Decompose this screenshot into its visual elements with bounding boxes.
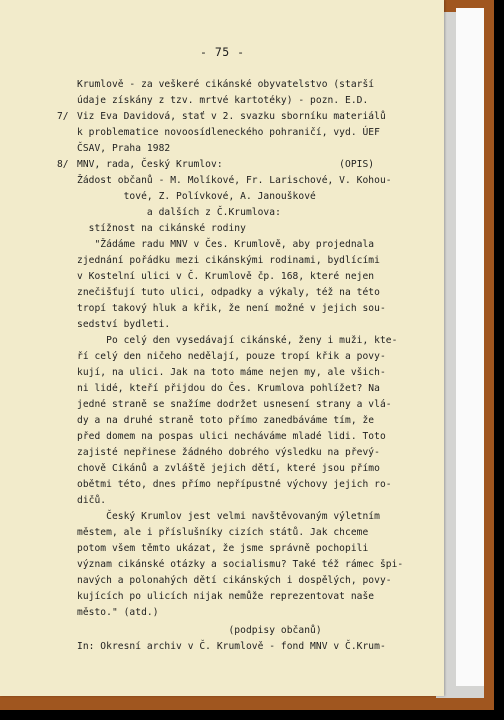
petition-body-line: chově Cikánů a zvláště jejich dětí, které jsou přímo	[77, 463, 380, 474]
petition-body-line: ří celý den ničeho nedělají, pouze tropí křik a povy-	[77, 351, 386, 362]
petition-body-line: Po celý den vysedávají cikánské, ženy i muži, kte-	[77, 335, 398, 346]
petition-body-line: jedné straně se snažíme dodržet usnesení strany a vlá-	[77, 399, 392, 410]
footnote-marker: 8/	[57, 159, 69, 170]
petition-body-line: kujících po ulicích nijak nemůže reprezentovat naše	[77, 591, 375, 602]
petition-body-line: sedství bydleti.	[77, 319, 171, 330]
petition-body-line: město." (atd.)	[77, 607, 159, 618]
petition-body-line: navých a polonahých dětí cikánských i dospělých, povy-	[77, 575, 392, 586]
petition-body-line: před domem na pospas ulici necháváme mladé lidi. Toto	[77, 431, 386, 442]
footnote-line: ČSAV, Praha 1982	[77, 143, 171, 154]
petition-body-line: Český Krumlov jest velmi navštěvovaným výletním	[77, 511, 380, 522]
footnote-line: k problematice novoosídleneckého pohraničí, vyd. ÚEF	[77, 127, 380, 138]
petition-body-line: potom všem těmto ukázat, že jsme správně pochopili	[77, 543, 369, 554]
petition-body-line: ni lidé, kteří přijdou do Čes. Krumlova pohlížet? Na	[77, 383, 380, 394]
petition-body-line: tropí takový hluk a křik, že není možné v jejich sou-	[77, 303, 386, 314]
footnote-line: MNV, rada, Český Krumlov: (OPIS)	[77, 159, 375, 170]
signatures-note: (podpisy občanů)	[77, 625, 322, 637]
petition-header-line: tové, Z. Polívkové, A. Janouškové	[77, 191, 316, 202]
page-number: - 75 -	[200, 45, 245, 59]
footnote-line: Viz Eva Davidová, stať v 2. svazku sborníku materiálů	[77, 111, 386, 122]
petition-subject-line: stížnost na cikánské rodiny	[77, 223, 246, 234]
petition-body-line: zajisté nepřinese žádného dobrého výsledku na převý-	[77, 447, 380, 458]
footnote-line: údaje získány z tzv. mrtvé kartotéky) - pozn. E.D.	[77, 95, 369, 106]
petition-body-line: městem, ale i příslušníky cizích států. Jak chceme	[77, 527, 369, 538]
petition-body-line: kují, na ulici. Jak na toto máme nejen my, ale všich-	[77, 367, 386, 378]
petition-body-line: v Kostelní ulici v Č. Krumlově čp. 168, které nejen	[77, 271, 375, 282]
footnote-marker: 7/	[57, 111, 69, 122]
petition-body-line: dy a na druhé straně toto přímo zanedbáváme tím, že	[77, 415, 375, 426]
petition-body-line: znečišťují tuto ulici, odpadky a výkaly, též na této	[77, 287, 380, 298]
petition-body-line: dičů.	[77, 495, 107, 506]
petition-header-line: a dalších z Č.Krumlova:	[77, 207, 281, 218]
petition-body-line: zjednání pořádku mezi cikánskými rodinami, bydlícími	[77, 255, 380, 266]
archive-source-line: In: Okresní archiv v Č. Krumlově - fond MNV v Č.Krum-	[77, 641, 386, 653]
underlying-page-edge-light	[456, 8, 484, 686]
petition-header-line: Žádost občanů - M. Molíkové, Fr. Larischové, V. Kohou-	[77, 175, 392, 186]
petition-body-line: význam cikánské otázky a socialismu? Také též rámec špi-	[77, 559, 404, 570]
petition-body-line: obětmi této, dnes přímo nepřípustné výchovy jejich ro-	[77, 479, 392, 490]
petition-body-line: "Žádáme radu MNV v Čes. Krumlově, aby projednala	[77, 239, 375, 250]
footnote-line: Krumlově - za veškeré cikánské obyvatelstvo (starší	[77, 79, 375, 90]
